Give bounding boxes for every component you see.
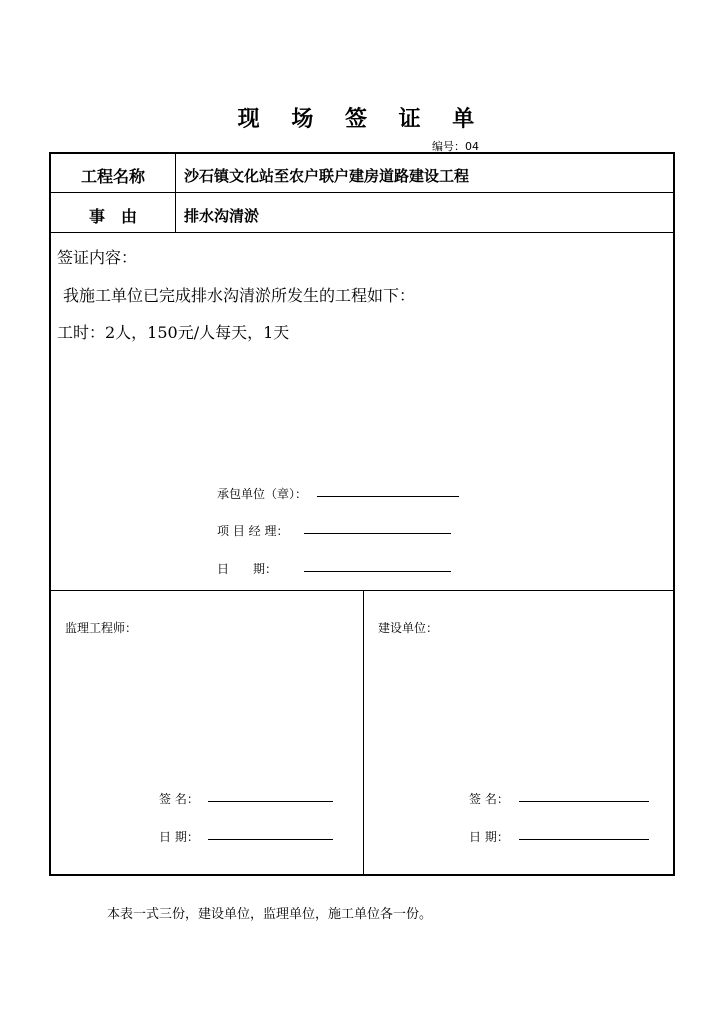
content-line-2: 工时：2人，150元/人每天，1天 xyxy=(57,323,290,342)
column-divider xyxy=(175,154,176,232)
page-title: 现 场 签 证 单 xyxy=(237,107,487,132)
supervisor-sign-line xyxy=(208,801,333,802)
manager-label: 项 目 经 理： xyxy=(217,524,289,538)
content-line-1: 我施工单位已完成排水沟清淤所发生的工程如下： xyxy=(63,286,416,305)
content-label: 签证内容： xyxy=(57,248,138,267)
form-table xyxy=(49,152,675,876)
date-line xyxy=(304,571,451,572)
row-divider xyxy=(51,232,673,233)
supervisor-date-line xyxy=(208,839,333,840)
supervisor-sign-label: 签 名： xyxy=(159,792,199,806)
supervisor-title: 监理工程师： xyxy=(65,621,138,635)
reason-label: 事 由 xyxy=(88,207,137,226)
project-name-label: 工程名称 xyxy=(80,167,145,186)
footer-note: 本表一式三份，建设单位，监理单位，施工单位各一份。 xyxy=(107,907,433,922)
supervisor-date-label: 日 期： xyxy=(159,830,199,844)
manager-signature-line xyxy=(304,533,451,534)
row-divider xyxy=(51,590,673,591)
project-name-value: 沙石镇文化站至农户联户建房道路建设工程 xyxy=(184,167,470,185)
owner-date-label: 日 期： xyxy=(469,830,509,844)
owner-title: 建设单位： xyxy=(378,621,439,635)
reason-value: 排水沟清淤 xyxy=(184,207,260,225)
contractor-signature-line xyxy=(317,496,459,497)
column-divider xyxy=(363,590,364,876)
contractor-label: 承包单位（章）： xyxy=(217,487,308,501)
date-label: 日 期： xyxy=(217,562,278,576)
owner-sign-line xyxy=(519,801,649,802)
row-divider xyxy=(51,192,673,193)
owner-date-line xyxy=(519,839,649,840)
serial-number: 编号：04 xyxy=(432,140,479,153)
owner-sign-label: 签 名： xyxy=(469,792,509,806)
